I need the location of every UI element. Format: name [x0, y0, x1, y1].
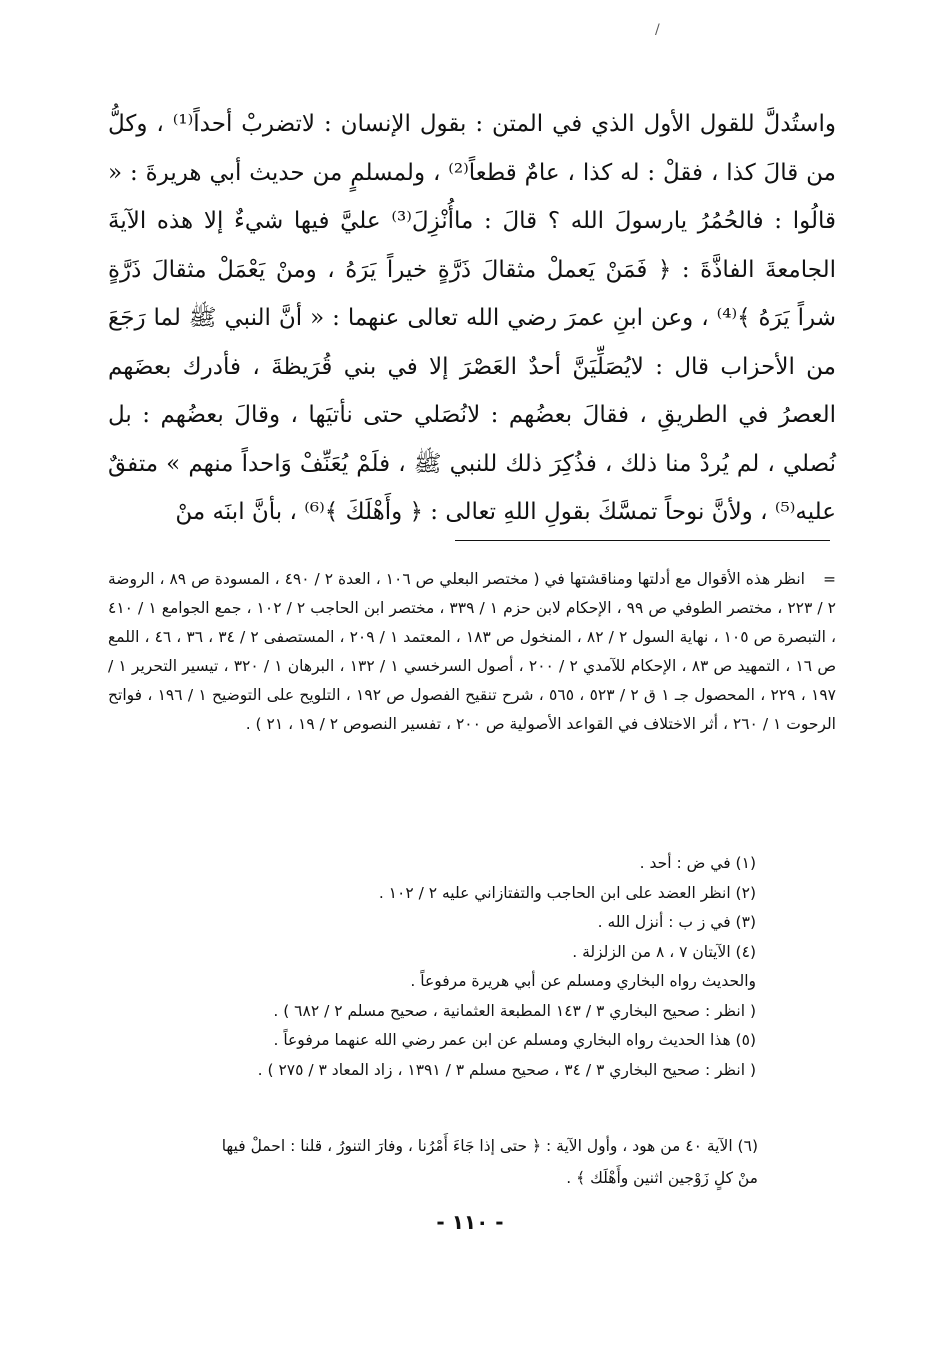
footnote-continuation-paragraph [108, 565, 836, 739]
footnote-continuation-text: انظر هذه الأقوال مع أدلتها ومناقشتها في ( مختصر البعلي ص ١٠٦ ، العدة ٢ / ٤٩٠ ، المسودة ص ٨٩ ، الروضة ٢ / ٢٢٣ ، مختصر الطوفي ص ٩٩ ، الإحكام لابن حزم ١ / ٣٣٩ ، مختصر ابن الحاجب ٢ / ١٠٢ ، جمع الجوامع ١ / ٤١٠ ، التبصرة ص ١٠٥ ، نهاية السول ٢ / ٨٢ ، المنخول ص ١٨٣ ، المعتمد ١ / ٢٠٩ ، المستصفى ٢ / ٣٤ ، ٣٦ ، ٤٦ ، اللمع ص ١٦ ، التمهيد ص ٨٣ ، الإحكام للآمدي ٢ / ٢٠٠ ، أصول السرخسي ١ / ١٣٢ ، البرهان ١ / ٣٢٠ ، تيسير التحرير ١ / ١٩٧ ، ٢٢٩ ، المحصول جـ ١ ق ٢ / ٥٢٣ ، ٥٦٥ ، شرح تنقيح الفصول ص ١٩٢ ، التلويح على التوضيح ١ / ١٩٦ ، فواتح الرحوت ١ / ٢٦٠ ، أثر الاختلاف في القواعد الأصولية ص ٢٠٠ ، تفسير النصوص ٢ / ١٩ ، ٢١ ) . [108, 570, 837, 733]
footnote-2: (٢) انظر العضد على ابن الحاجب والتفتازاني عليه ٢ / ١٠٢ . [378, 883, 756, 902]
main-text-block [108, 100, 836, 537]
footnote-4: (٤) الآيتان ٧ ، ٨ من الزلزلة . [572, 942, 756, 961]
footnote-1: (١) في ض : أحد . [639, 854, 756, 872]
footnote-3: (٣) في ز ب : أنزل الله . [597, 913, 756, 931]
continuation-marker: = [823, 570, 836, 588]
footnote-6-block [108, 1130, 758, 1194]
footnote-5-reference: ( انظر : صحيح البخاري ٣ / ٣٤ ، صحيح مسلم ٣ / ١٣٩١ ، زاد المعاد ٣ / ٢٧٥ ) . [257, 1060, 756, 1079]
footnote-continuation-block [108, 565, 836, 739]
footnote-5: (٥) هذا الحديث رواه البخاري ومسلم عن ابن عمر رضي الله عنهما مرفوعاً . [273, 1031, 756, 1049]
footnote-6-line-2: منْ كلٍ زَوْجين اثنين وأَهْلَك ﴾ . [566, 1169, 758, 1187]
page-number: - ١١٠ - [436, 1210, 504, 1234]
footnote-separator [455, 540, 830, 541]
footnote-4-hadith: والحديث رواه البخاري ومسلم عن أبي هريرة مرفوعاً . [410, 972, 756, 990]
stray-ink-mark: / [655, 22, 660, 38]
footnotes-list [108, 849, 756, 1085]
body-paragraph: واستُدلَّ للقول الأول الذي في المتن : بقول الإنسان : لاتضربْ أحداً⁽¹⁾ ، وكلُّ من قالَ كذا ، فقلْ : له كذا ، عامٌ قطعاً⁽²⁾ ، ولمسلمٍ من حديث أبي هريرةَ : « قالُوا : فالحُمُرُ يارسولَ الله ؟ قالَ : ماأُنْزِلَ⁽³⁾ عليَّ فيها شيءٌ إلا هذه الآيةَ الجامعةَ الفاذَّةَ : ﴿ فَمَنْ يَعملْ مثقالَ ذَرَّةٍ خيراً يَرَهُ ، ومنْ يَعْمَلْ مثقالَ ذَرَّةٍ شراً يَرَهُ ﴾⁽⁴⁾ ، وعن ابنِ عمرَ رضي الله تعالى عنهما : « أنَّ النبي ﷺ لما رَجَعَ من الأحزاب قال : لايُصَلِّيَنَّ أحدٌ العَصْرَ إلا في بني قُرَيظةَ ، فأدرك بعضَهم العصرُ في الطريقِ ، فقالَ بعضُهم : لانُصَلي حتى نأتيَها ، وقالَ بعضُهم : بل نُصلي ، لم يُردْ منا ذلك ، فذُكِرَ ذلك للنبي ﷺ ، فلَمْ يُعَنِّفْ وَاحداً منهم » متفقٌ عليه⁽⁵⁾ ، ولأنَّ نوحاً تمسَّكَ بقولِ اللهِ تعالى : ﴿ وأَهْلَكَ ﴾⁽⁶⁾ ، بأنَّ ابنَه منْ [108, 111, 837, 525]
footnote-4-reference: ( انظر : صحيح البخاري ٣ / ١٤٣ المطبعة العثمانية ، صحيح مسلم ٢ / ٦٨٢ ) . [273, 1001, 756, 1020]
footnote-6-line-1: (٦) الآية ٤٠ من هود ، وأول الآية : ﴿ حتى إذا جَاءَ أَمْرُنا ، وفارَ التنورُ ، قلنا : احملْ فيها [221, 1137, 758, 1155]
